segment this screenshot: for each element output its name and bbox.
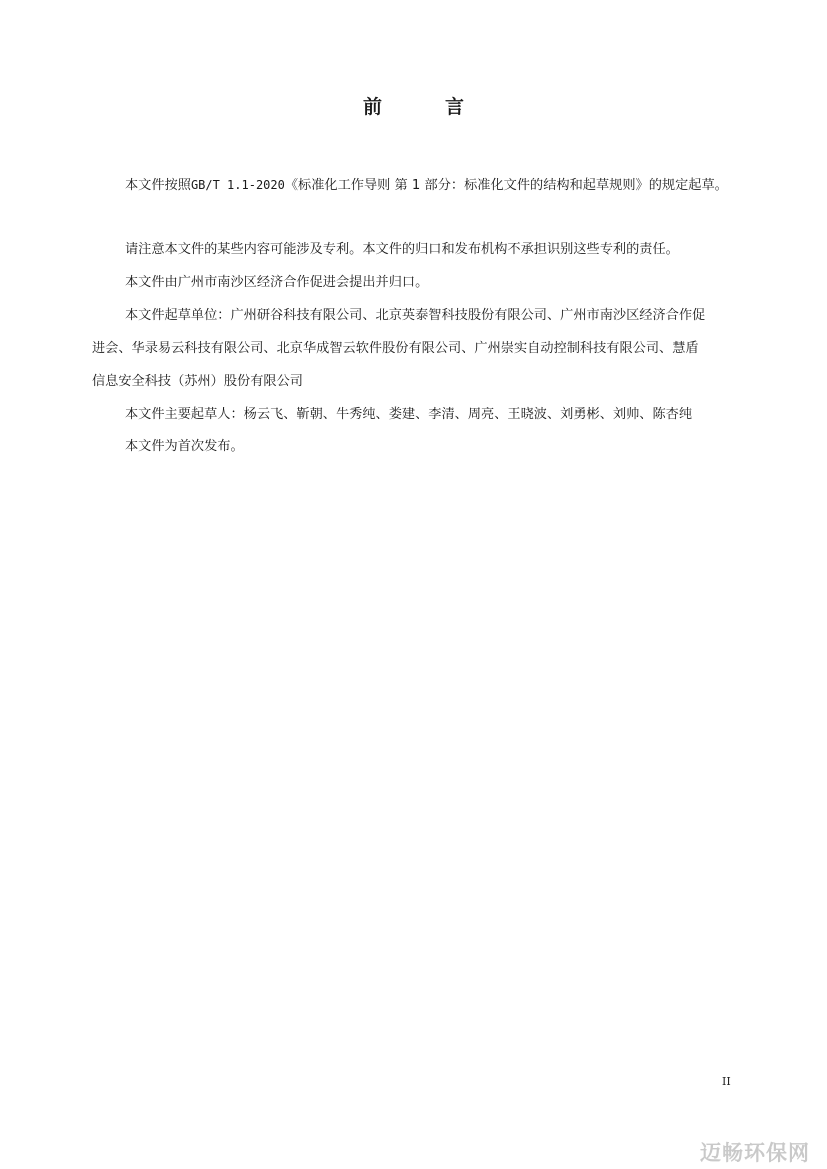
paragraph-drafters: 本文件主要起草人：杨云飞、靳朝、牛秀纯、娄建、李清、周亮、王晓波、刘勇彬、刘帅、陈杏纯 — [125, 407, 693, 422]
paragraph-patent-notice: 请注意本文件的某些内容可能涉及专利。本文件的归口和发布机构不承担识别这些专利的责任。 — [125, 242, 679, 257]
page-title: 前 言 — [362, 96, 486, 118]
drafting-units-line-2: 进会、华录易云科技有限公司、北京华成智云软件股份有限公司、广州崇实自动控制科技有限公司、慧盾 — [92, 341, 699, 356]
paragraph-first-release: 本文件为首次发布。 — [125, 439, 244, 454]
drafting-units-line-1: 本文件起草单位：广州研谷科技有限公司、北京英泰智科技股份有限公司、广州市南沙区经济合作促 — [125, 308, 706, 323]
paragraph-drafting-rules-suffix: 《标准化工作导则 第 1 部分：标准化文件的结构和起草规则》的规定起草。 — [284, 178, 728, 193]
paragraph-drafting-rules-prefix: 本文件按照 — [125, 178, 191, 193]
paragraph-drafting-units — [92, 299, 752, 398]
paragraph-proposer: 本文件由广州市南沙区经济合作促进会提出并归口。 — [125, 275, 429, 290]
drafting-units-line-3: 信息安全科技（苏州）股份有限公司 — [92, 374, 303, 389]
standard-code: GB/T 1.1-2020 — [190, 178, 285, 192]
watermark: 迈畅环保网 — [700, 1141, 810, 1165]
paragraph-drafting-rules — [92, 168, 785, 203]
page-number: II — [722, 1075, 731, 1088]
